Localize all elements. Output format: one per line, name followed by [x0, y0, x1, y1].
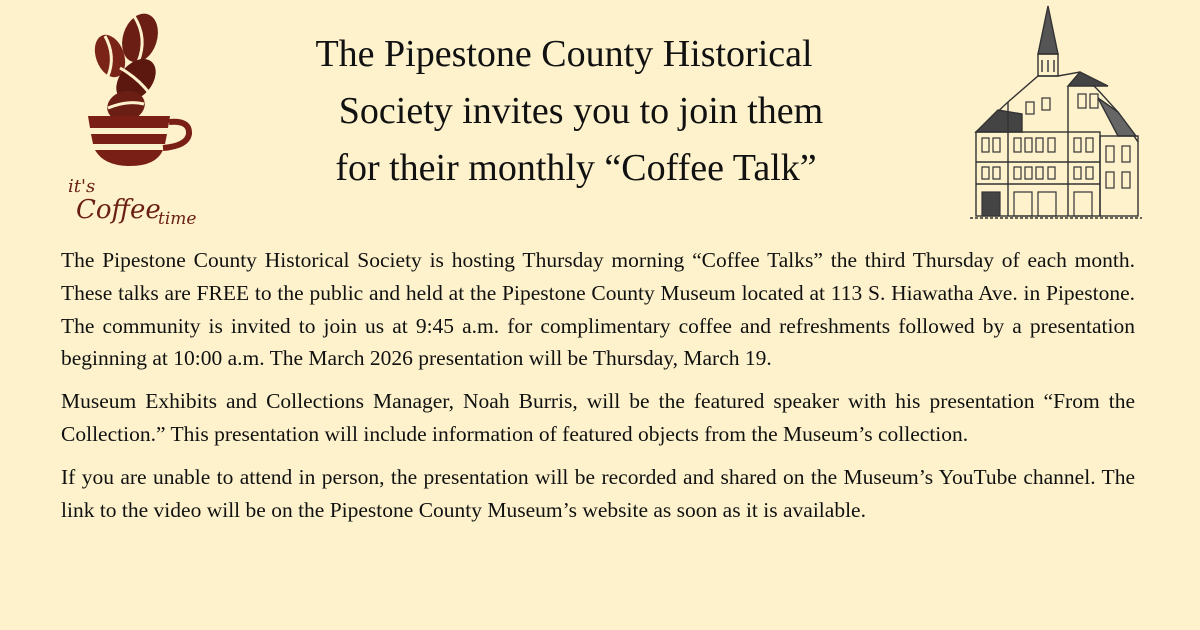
its-coffee-time-logo: [58, 8, 208, 230]
coffee-cup-icon: [58, 8, 208, 230]
museum-building-icon: [968, 2, 1144, 224]
headline: [290, 26, 838, 197]
paragraph-speaker: Museum Exhibits and Collections Manager, Noah Burris, will be the featured speaker with his presentation “From the Collection.” This presentation will include information of featured objects from the Museum’s collection.: [61, 389, 1135, 446]
article-body: [61, 244, 1135, 536]
headline-line-3: for their monthly “Coffee Talk”: [335, 147, 817, 189]
headline-line-2: Society invites you to join them: [338, 90, 824, 132]
paragraph-recording: If you are unable to attend in person, the presentation will be recorded and shared on the Museum’s YouTube channel. The link to the video will be on the Pipestone County Museum’s website as soon as it is available.: [61, 464, 1135, 522]
paragraph-event-details: The Pipestone County Historical Society is hosting Thursday morning “Coffee Talks” the third Thursday of each month. These talks are FREE to the public and held at the Pipestone County Museum located at 113 S. Hiawatha Ave. in Pipestone. The community is invited to join us at 9:45 a.m. for complimentary coffee and refreshments followed by a presentation beginning at 10:00 a.m. The March 2026 presentation will be Thursday, March 19.: [61, 248, 1135, 371]
svg-text:Coffee: Coffee: [76, 195, 161, 225]
headline-line-1: The Pipestone County Historical: [315, 33, 813, 75]
svg-text:it's: it's: [68, 176, 96, 197]
svg-text:time: time: [158, 209, 197, 229]
